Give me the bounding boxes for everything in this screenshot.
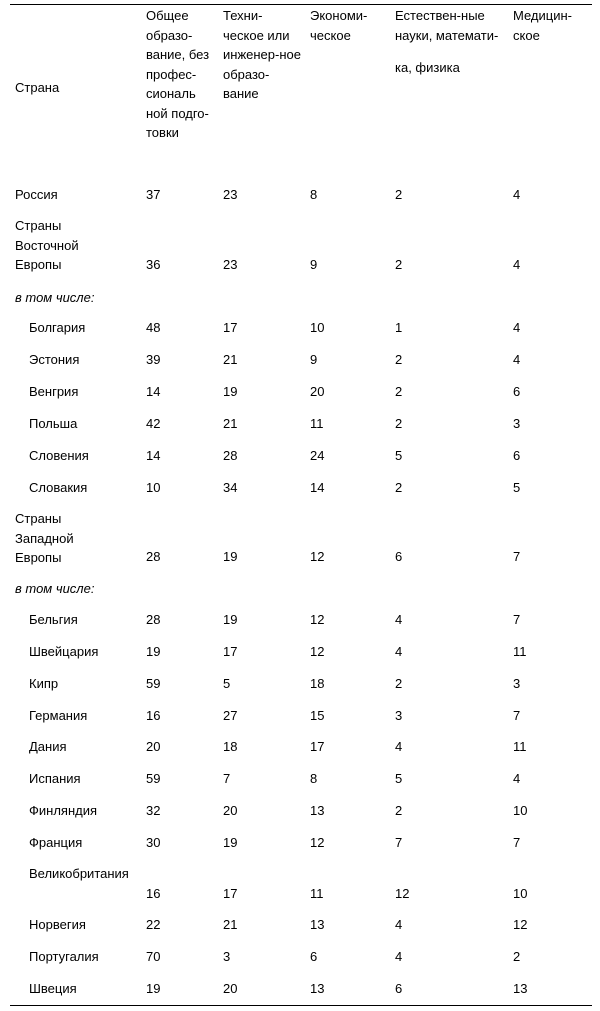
row-value-economic: 9	[310, 352, 318, 367]
row-value-economic: 17	[310, 739, 325, 754]
row-country-name: Венгрия	[29, 384, 79, 399]
row-country-name: Кипр	[29, 676, 59, 691]
row-value-technical: 28	[223, 448, 238, 463]
row-value-economic: 8	[310, 771, 318, 786]
row-value-general: 19	[146, 644, 161, 659]
row-subgroup-label: в том числе:	[15, 290, 95, 305]
row-value-general: 22	[146, 917, 161, 932]
row-value-sciences: 4	[395, 612, 403, 627]
row-country-name: Словакия	[29, 480, 88, 495]
header-country: Страна	[15, 80, 60, 95]
row-value-economic: 12	[310, 549, 325, 564]
row-value-economic: 20	[310, 384, 325, 399]
row-value-sciences: 4	[395, 917, 403, 932]
row-value-technical: 23	[223, 187, 238, 202]
row-value-medical: 4	[513, 771, 521, 786]
row-value-technical: 19	[223, 835, 238, 850]
row-country-name: Португалия	[29, 949, 99, 964]
row-value-medical: 10	[513, 886, 528, 901]
row-value-economic: 6	[310, 949, 318, 964]
row-value-sciences: 2	[395, 352, 403, 367]
row-value-general: 36	[146, 257, 161, 272]
row-region-name: Страны Западной Европы	[15, 511, 74, 565]
row-value-general: 16	[146, 886, 161, 901]
header-general-education: Общее образо-вание, без профес-сиональ ной подго-товки	[146, 8, 210, 140]
row-value-economic: 12	[310, 835, 325, 850]
row-value-medical: 11	[513, 644, 527, 659]
row-value-general: 14	[146, 448, 161, 463]
row-value-economic: 15	[310, 708, 325, 723]
header-economic-education: Экономи-ческое	[310, 8, 368, 43]
row-value-sciences: 2	[395, 187, 403, 202]
row-country-name: Эстония	[29, 352, 80, 367]
row-value-medical: 4	[513, 257, 521, 272]
row-value-medical: 7	[513, 708, 521, 723]
row-value-sciences: 5	[395, 448, 403, 463]
row-value-sciences: 2	[395, 416, 403, 431]
row-value-medical: 10	[513, 803, 528, 818]
row-value-general: 70	[146, 949, 161, 964]
row-value-technical: 19	[223, 612, 238, 627]
row-value-general: 37	[146, 187, 161, 202]
row-value-medical: 3	[513, 676, 521, 691]
row-value-technical: 17	[223, 320, 238, 335]
row-value-sciences: 4	[395, 644, 403, 659]
row-value-technical: 20	[223, 981, 238, 996]
row-country-name: Норвегия	[29, 917, 86, 932]
row-country-name: Дания	[29, 739, 67, 754]
row-value-sciences: 6	[395, 981, 403, 996]
row-value-medical: 3	[513, 416, 521, 431]
row-value-economic: 18	[310, 676, 325, 691]
row-value-economic: 13	[310, 803, 325, 818]
row-value-sciences: 4	[395, 739, 403, 754]
row-value-economic: 8	[310, 187, 318, 202]
row-value-technical: 23	[223, 257, 238, 272]
row-country-name: Швеция	[29, 981, 77, 996]
row-value-general: 10	[146, 480, 161, 495]
row-value-general: 28	[146, 612, 161, 627]
row-value-medical: 4	[513, 320, 521, 335]
row-value-sciences: 2	[395, 676, 403, 691]
row-value-sciences: 6	[395, 549, 403, 564]
row-value-economic: 10	[310, 320, 325, 335]
row-value-technical: 27	[223, 708, 238, 723]
row-value-economic: 24	[310, 448, 325, 463]
row-value-general: 39	[146, 352, 161, 367]
row-value-sciences: 3	[395, 708, 403, 723]
row-country-name: Франция	[29, 835, 83, 850]
row-value-technical: 19	[223, 384, 238, 399]
row-value-sciences: 4	[395, 949, 403, 964]
header-natural-sciences	[395, 6, 505, 78]
table-top-border	[10, 4, 592, 5]
row-value-sciences: 1	[395, 320, 403, 335]
header-natural-sciences-line2: ка, физика	[395, 60, 460, 75]
row-value-technical: 5	[223, 676, 231, 691]
row-value-technical: 21	[223, 352, 238, 367]
row-value-medical: 7	[513, 835, 521, 850]
header-technical-education: Техни-ческое или инженер-ное образо-вание	[223, 8, 301, 101]
row-value-economic: 13	[310, 917, 325, 932]
row-value-technical: 7	[223, 771, 231, 786]
row-value-economic: 12	[310, 612, 325, 627]
row-country-name: Польша	[29, 416, 78, 431]
row-value-economic: 12	[310, 644, 325, 659]
row-value-medical: 13	[513, 981, 528, 996]
row-value-sciences: 2	[395, 384, 403, 399]
row-value-economic: 9	[310, 257, 318, 272]
row-value-medical: 6	[513, 384, 521, 399]
row-country-name: Великобритания	[29, 866, 129, 881]
row-value-medical: 4	[513, 352, 521, 367]
row-value-general: 32	[146, 803, 161, 818]
row-value-general: 20	[146, 739, 161, 754]
row-value-economic: 11	[310, 416, 324, 431]
row-value-general: 48	[146, 320, 161, 335]
row-country-name: Бельгия	[29, 612, 78, 627]
row-country-name: Словения	[29, 448, 89, 463]
header-natural-sciences-line1: Естествен-ные науки, математи-	[395, 8, 499, 43]
row-value-medical: 5	[513, 480, 521, 495]
row-value-general: 28	[146, 549, 161, 564]
row-value-technical: 34	[223, 480, 238, 495]
row-value-technical: 18	[223, 739, 238, 754]
row-value-general: 42	[146, 416, 161, 431]
row-value-technical: 3	[223, 949, 231, 964]
row-value-general: 19	[146, 981, 161, 996]
row-country-name: Германия	[29, 708, 88, 723]
row-value-medical: 4	[513, 187, 521, 202]
row-value-sciences: 12	[395, 886, 410, 901]
row-country-name: Россия	[15, 187, 58, 202]
table-bottom-border	[10, 1005, 592, 1006]
row-value-medical: 7	[513, 549, 521, 564]
row-value-technical: 20	[223, 803, 238, 818]
row-country-name: Испания	[29, 771, 81, 786]
row-value-general: 59	[146, 676, 161, 691]
row-value-medical: 2	[513, 949, 521, 964]
row-value-economic: 13	[310, 981, 325, 996]
row-subgroup-label: в том числе:	[15, 581, 95, 596]
row-value-sciences: 5	[395, 771, 403, 786]
row-value-general: 16	[146, 708, 161, 723]
row-value-general: 14	[146, 384, 161, 399]
row-value-economic: 14	[310, 480, 325, 495]
row-value-technical: 21	[223, 416, 238, 431]
row-country-name: Финляндия	[29, 803, 98, 818]
row-region-name: Страны Восточной Европы	[15, 218, 79, 272]
row-value-general: 30	[146, 835, 161, 850]
row-value-economic: 11	[310, 886, 324, 901]
row-value-technical: 19	[223, 549, 238, 564]
row-value-medical: 6	[513, 448, 521, 463]
header-medical-education: Медицин-ское	[513, 8, 572, 43]
row-value-technical: 17	[223, 644, 238, 659]
row-value-medical: 7	[513, 612, 521, 627]
row-value-sciences: 2	[395, 803, 403, 818]
row-value-sciences: 2	[395, 257, 403, 272]
row-value-general: 59	[146, 771, 161, 786]
row-value-medical: 12	[513, 917, 528, 932]
row-country-name: Болгария	[29, 320, 86, 335]
row-value-medical: 11	[513, 739, 527, 754]
row-value-sciences: 7	[395, 835, 403, 850]
row-value-technical: 17	[223, 886, 238, 901]
row-country-name: Швейцария	[29, 644, 99, 659]
row-value-technical: 21	[223, 917, 238, 932]
row-value-sciences: 2	[395, 480, 403, 495]
